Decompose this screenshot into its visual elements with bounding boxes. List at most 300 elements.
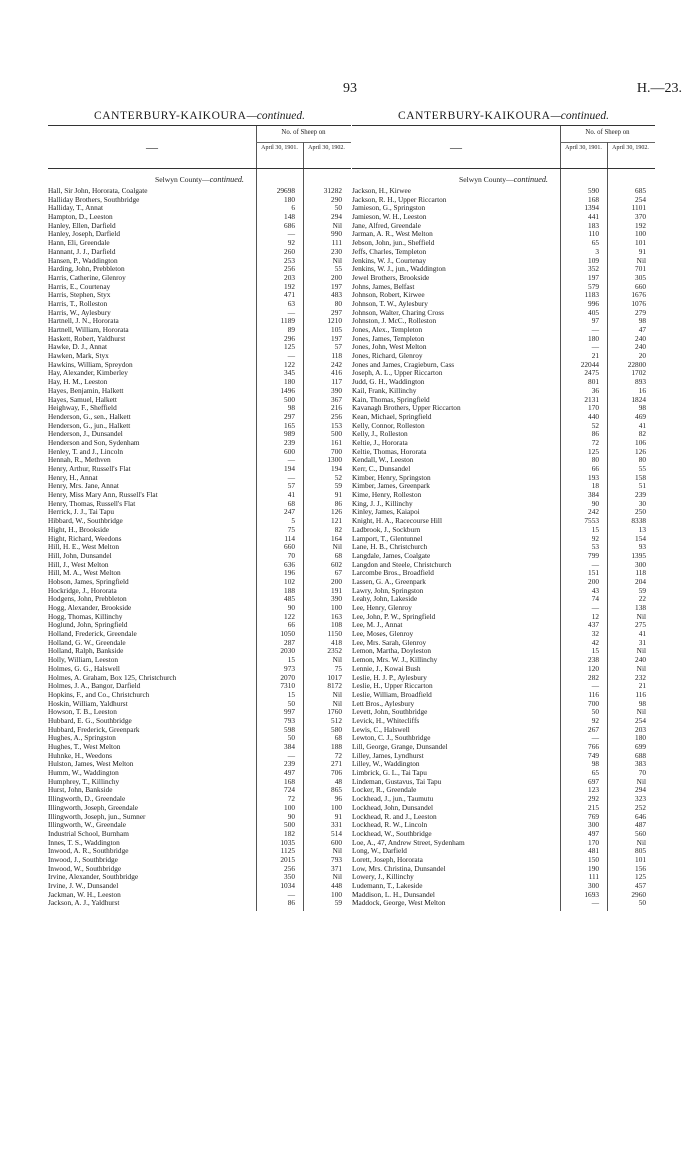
owner-name: Lilley, W., Waddington (352, 760, 420, 769)
table-row (352, 291, 655, 300)
sheep-1902: 370 (635, 212, 646, 222)
sheep-1901: 1496 (280, 385, 295, 395)
county-heading: Selwyn County—continued. (155, 175, 244, 184)
sheep-1901: 29698 (276, 186, 295, 195)
owner-name: Henderson, J., Dunsandel (48, 430, 123, 439)
owner-name: Hogg, Thomas, Killinchy (48, 612, 123, 621)
table-row (48, 222, 351, 231)
owner-name: Humm, W., Waddington (48, 769, 119, 778)
owner-name: Hartnell, William, Hororata (48, 326, 129, 334)
sheep-1901: 766 (588, 742, 599, 751)
sheep-1902: 500 (331, 429, 342, 439)
sheep-1902: 688 (635, 750, 646, 760)
table-row (48, 430, 351, 439)
sheep-1901: 92 (591, 715, 599, 725)
sheep-1901: 12 (591, 611, 599, 621)
sheep-1902: 418 (331, 637, 342, 647)
owner-name: Low, Mrs. Christina, Dunsandel (352, 864, 446, 873)
table-row (352, 604, 655, 613)
sheep-1902: 111 (331, 238, 342, 248)
sheep-1902: 200 (331, 576, 342, 586)
owner-name: Lockhead, R. W., Lincoln (352, 821, 428, 830)
sheep-1902: 469 (635, 411, 646, 421)
owner-name: Jones, Alex., Templeton (352, 326, 423, 334)
sheep-1902: 22800 (627, 359, 646, 369)
owner-name: Henry, Mrs. Jane, Annat (48, 482, 119, 491)
table-row (48, 830, 351, 839)
sheep-1902: 192 (635, 220, 646, 230)
table-row (48, 821, 351, 830)
sheep-1901: 109 (588, 255, 599, 265)
owner-name: Illingworth, Joseph, jun., Sumner (48, 812, 146, 821)
table-row (48, 265, 351, 274)
owner-name: Lee, Moses, Glenroy (352, 630, 414, 639)
table-row (48, 604, 351, 613)
table-row (352, 387, 655, 396)
table-row (48, 647, 351, 656)
owner-name: Leahy, John, Lakeside (352, 595, 418, 604)
sheep-1901: 996 (588, 298, 599, 308)
sheep-1902: 240 (635, 333, 646, 343)
sheep-1902: 294 (331, 212, 342, 222)
sheep-1902: 30 (638, 498, 646, 508)
table-row (48, 674, 351, 683)
sheep-1902: 383 (635, 759, 646, 769)
owner-name: Holly, William, Leeston (48, 656, 119, 665)
table-row (48, 717, 351, 726)
owner-name: Maddock, George, West Melton (352, 899, 446, 908)
table-row (352, 769, 655, 778)
sheep-1902: 31282 (323, 186, 342, 195)
sheep-1902: 59 (334, 481, 342, 491)
sheep-1901: 242 (588, 507, 599, 517)
sheep-1902: 1076 (631, 298, 646, 308)
sheep-1901: 267 (588, 724, 599, 734)
sheep-1901: 700 (588, 698, 599, 708)
sheep-1901: 238 (588, 655, 599, 665)
table-row (48, 621, 351, 630)
sheep-1901: 300 (588, 820, 599, 830)
sheep-1901: 63 (287, 298, 295, 308)
table-row (48, 786, 351, 795)
table-row (352, 222, 655, 231)
table-row (352, 552, 655, 561)
owner-name: Hughes, T., West Melton (48, 743, 121, 751)
table-row (352, 326, 655, 335)
owner-name: Kimber, Henry, Springston (352, 473, 431, 482)
sheep-1901: 1693 (584, 889, 599, 899)
sheep-1902: 59 (638, 585, 646, 595)
table-row (352, 630, 655, 639)
sheep-1901: 102 (284, 576, 295, 586)
owner-name: Hanley, Joseph, Darfield (48, 230, 121, 239)
sheep-1901: 22044 (580, 359, 599, 369)
owner-name: Jackson, H., Kirwee (352, 187, 411, 195)
owner-name: Johnson, Robert, Kirwee (352, 291, 425, 300)
sheep-1901: 260 (284, 246, 295, 256)
sheep-1901: 98 (591, 759, 599, 769)
owner-name: Kimber, James, Greenpark (352, 482, 430, 491)
sheep-1901: 1035 (280, 837, 295, 847)
sheep-1902: 68 (334, 550, 342, 560)
table-row (352, 448, 655, 457)
sheep-1902: 55 (334, 264, 342, 274)
table-row (48, 439, 351, 448)
sheep-1902: 52 (334, 472, 342, 482)
sheep-1902: 300 (635, 559, 646, 569)
sheep-1902: 240 (635, 655, 646, 665)
owner-name: Lorett, Joseph, Hororata (352, 855, 423, 864)
table-body (48, 169, 351, 908)
owner-name: Hulston, James, West Melton (48, 760, 134, 769)
sheep-1901: 65 (591, 238, 599, 248)
sheep-1901: 350 (284, 872, 295, 882)
sheep-1902: 98 (638, 316, 646, 326)
sheep-1902: 290 (331, 194, 342, 204)
sheep-1901: 70 (287, 550, 295, 560)
table-row (352, 682, 655, 691)
sheep-1902: 98 (638, 403, 646, 413)
sheep-1902: 138 (635, 603, 646, 612)
sheep-1902: 100 (331, 603, 342, 612)
table-row (352, 283, 655, 292)
table-row (48, 778, 351, 787)
owner-name: Halliday, T., Annat (48, 204, 103, 213)
owner-name: Holland, Ralph, Bankside (48, 647, 124, 656)
sheep-1901: 170 (588, 837, 599, 847)
table-row (352, 734, 655, 743)
table-row (352, 786, 655, 795)
sheep-1901: — (287, 750, 295, 760)
table-row (48, 474, 351, 483)
sheep-1901: 15 (591, 524, 599, 534)
owner-name: Kinley, James, Kaiapoi (352, 508, 420, 517)
table-row (352, 804, 655, 813)
sheep-1901: 148 (284, 212, 295, 222)
sheep-1902: 80 (334, 298, 342, 308)
table-row (352, 656, 655, 665)
sheep-1901: 590 (588, 186, 599, 195)
sheep-1902: 161 (331, 437, 342, 447)
table-row (352, 378, 655, 387)
sheep-1902: 101 (635, 854, 646, 864)
sheep-1901: 2015 (280, 854, 295, 864)
sheep-1902: Nil (332, 872, 342, 882)
table-row (352, 726, 655, 735)
sheep-1902: 82 (638, 429, 646, 439)
owner-name: Hibbard, W., Southbridge (48, 517, 123, 526)
sheep-1902: 487 (635, 820, 646, 830)
sheep-1902: 106 (635, 437, 646, 447)
sheep-1902: 297 (331, 307, 342, 317)
sheep-1902: 48 (334, 776, 342, 786)
table-row (48, 300, 351, 309)
sheep-1901: 72 (591, 437, 599, 447)
table-row (48, 309, 351, 318)
sheep-1902: 50 (334, 203, 342, 213)
owner-name: Henry, Arthur, Russell's Flat (48, 465, 131, 473)
table-body (352, 169, 655, 908)
owner-name: Jones, James, Templeton (352, 334, 425, 343)
table-row (48, 465, 351, 474)
owner-name: Kelly, Connor, Rolleston (352, 421, 425, 430)
sheep-1901: 193 (588, 472, 599, 482)
owner-name: Hawken, Mark, Styx (48, 352, 109, 361)
table-row (48, 326, 351, 335)
sheep-1901: 50 (287, 733, 295, 743)
sheep-1901: 282 (588, 672, 599, 682)
owner-name: Harris, T., Rolleston (48, 299, 108, 308)
sheep-1901: 170 (588, 403, 599, 413)
table-row (48, 396, 351, 405)
table-row (352, 456, 655, 465)
owner-name: Innes, T. S., Waddington (48, 838, 120, 847)
county-heading: Selwyn County—continued. (459, 175, 548, 184)
owner-name: Jenkins, W. J., jun., Waddington (352, 265, 446, 274)
sheep-1902: 180 (635, 733, 646, 743)
sheep-1901: 194 (284, 464, 295, 473)
table-row (352, 439, 655, 448)
owner-name: Holmes, A. Graham, Box 125, Christchurch (48, 673, 177, 682)
table-row (352, 265, 655, 274)
table-row (352, 595, 655, 604)
table-title: CANTERBURY-KAIKOURA—continued. (397, 110, 610, 122)
sheep-1902: Nil (636, 663, 646, 673)
owner-name: Johnson, T. W., Aylesbury (352, 299, 428, 308)
sheep-1901: 15 (287, 655, 295, 665)
sheep-1901: — (591, 898, 599, 908)
table-row (352, 352, 655, 361)
sheep-1902: 96 (334, 794, 342, 804)
table-row (352, 587, 655, 596)
sheep-1902: 118 (331, 351, 342, 361)
sheep-1901: 116 (588, 689, 599, 699)
table-row (352, 856, 655, 865)
sheep-1901: 41 (287, 490, 295, 500)
owner-name: Lill, George, Grange, Dunsandel (352, 743, 448, 751)
sheep-1901: 36 (591, 385, 599, 395)
table-row (352, 343, 655, 352)
sheep-1902: 158 (635, 472, 646, 482)
sheep-1901: 196 (284, 568, 295, 578)
sheep-1902: 194 (331, 464, 342, 473)
owner-name: Limbrick, G. L., Tai Tapu (352, 769, 427, 778)
sheep-1902: Nil (332, 255, 342, 265)
sheep-1901: 168 (588, 194, 599, 204)
table-row (352, 300, 655, 309)
owner-name: Henry, Miss Mary Ann, Russell's Flat (48, 491, 158, 500)
sheep-1901: 86 (591, 429, 599, 439)
sheep-1901: 125 (588, 446, 599, 456)
sheep-1902: Nil (332, 220, 342, 230)
sheep-1902: 82 (334, 524, 342, 534)
table-row (48, 535, 351, 544)
sheep-1902: 197 (331, 281, 342, 291)
sheep-1901: 1125 (280, 846, 295, 856)
table-row (352, 230, 655, 239)
table-row (48, 248, 351, 257)
sheep-1902: 55 (638, 464, 646, 473)
sheep-1902: 514 (331, 828, 342, 838)
sheep-1902: 116 (635, 689, 646, 699)
sheep-1902: 699 (635, 742, 646, 751)
sheep-1901: 1189 (280, 316, 295, 326)
sheep-1901: — (287, 889, 295, 899)
sheep-1902: 200 (331, 272, 342, 282)
owner-name: Lewis, C., Halswell (352, 725, 410, 734)
sheep-1901: — (591, 603, 599, 612)
table-row (352, 873, 655, 882)
sheep-1901: 997 (284, 707, 295, 717)
table-row (352, 691, 655, 700)
owner-name: Hubbard, E. G., Southbridge (48, 716, 132, 725)
sheep-1902: 865 (331, 785, 342, 795)
owner-name: Hubbard, Frederick, Greenpark (48, 725, 140, 734)
table-row (352, 882, 655, 891)
sheep-1901: 111 (588, 872, 599, 882)
owner-name: Kean, Michael, Springfield (352, 412, 432, 421)
table-row (48, 569, 351, 578)
owner-name: Hill, J., West Melton (48, 560, 109, 569)
sheep-1902: 305 (635, 272, 646, 282)
sheep-1902: 254 (635, 715, 646, 725)
sheep-1902: 156 (635, 863, 646, 873)
table-row (48, 561, 351, 570)
sheep-1902: 483 (331, 290, 342, 300)
left-column (48, 108, 351, 908)
table-row (352, 543, 655, 552)
sheep-1902: 271 (331, 759, 342, 769)
owner-name: Joseph, A. L., Upper Riccarton (352, 369, 443, 378)
owner-name: Hurst, John, Bankside (48, 786, 113, 795)
table-header (48, 125, 351, 169)
owner-name: Holland, Frederick, Greendale (48, 630, 137, 639)
owner-name: Hanley, Ellen, Darfield (48, 221, 116, 230)
sheep-1901: — (591, 342, 599, 352)
owner-name: Industrial School, Burnham (48, 829, 129, 838)
table-row (352, 613, 655, 622)
owner-name: Lassen, G. A., Greenpark (352, 577, 426, 586)
sheep-1901: 18 (591, 481, 599, 491)
sheep-1902: 117 (331, 377, 342, 387)
table-row (48, 317, 351, 326)
owner-name: Henderson, G., jun., Halkett (48, 421, 131, 430)
sheep-1902: 1760 (327, 707, 342, 717)
owner-name: Kime, Henry, Rolleston (352, 491, 422, 500)
owner-name: Lee, M. J., Annat (352, 621, 403, 630)
owner-name: Kendall, W., Leeston (352, 456, 414, 465)
owner-name: Keltie, Thomas, Hororata (352, 447, 427, 456)
table-row (48, 769, 351, 778)
sheep-1901: 203 (284, 272, 295, 282)
sheep-1902: 646 (635, 811, 646, 821)
date-1902-header: April 30, 1902. (612, 145, 649, 151)
table-header (352, 125, 655, 169)
table-row (48, 552, 351, 561)
owner-name: Judd, G. H., Waddington (352, 378, 425, 387)
table-row (48, 899, 351, 908)
table-row (48, 196, 351, 205)
sheep-1901: 598 (284, 724, 295, 734)
owner-name: Hannant, J. J., Darfield (48, 247, 116, 256)
owner-name: Huhnke, H., Weedons (48, 751, 112, 760)
owner-name: Larcombe Bros., Broadfield (352, 569, 434, 578)
table-row (352, 821, 655, 830)
sheep-1901: 384 (588, 490, 599, 500)
sheep-1901: 1183 (584, 290, 599, 300)
owner-name: Hansen, P., Waddington (48, 256, 118, 265)
owner-name: Jarman, A. R., West Melton (352, 230, 433, 239)
owner-name: Leslie, H., Upper Riccarton (352, 682, 433, 691)
sheep-1901: 292 (588, 794, 599, 804)
sheep-1902: Nil (332, 655, 342, 665)
sheep-1901: 7310 (280, 681, 295, 691)
sheep-1902: 20 (638, 351, 646, 361)
sheep-1901: 636 (284, 559, 295, 569)
table-row (352, 482, 655, 491)
table-row (48, 639, 351, 648)
table-row (48, 665, 351, 674)
sheep-1902: 51 (638, 481, 646, 491)
owner-name: Johnston, J. McC., Rolleston (352, 317, 437, 326)
sheep-1901: 7553 (584, 516, 599, 526)
owner-name: Kain, Thomas, Springfield (352, 395, 430, 404)
table-row (352, 561, 655, 570)
sheep-1901: — (287, 455, 295, 465)
sheep-1902: 86 (334, 498, 342, 508)
table-row (48, 491, 351, 500)
table-row (352, 239, 655, 248)
sheep-1902: Nil (332, 698, 342, 708)
sheep-1902: 1676 (631, 290, 646, 300)
sheep-1901: 801 (588, 377, 599, 387)
sheep-1902: 8172 (327, 681, 342, 691)
owner-name: Haskett, Robert, Yaldhurst (48, 334, 126, 343)
sheep-1902: 91 (334, 811, 342, 821)
table-row (48, 204, 351, 213)
table-row (48, 543, 351, 552)
sheep-1902: 59 (334, 898, 342, 908)
owner-name: Hill, H. E., West Melton (48, 543, 120, 552)
table-row (48, 387, 351, 396)
owner-name: Jones, Richard, Glenroy (352, 352, 423, 361)
owner-name: Jackson, A. J., Yaldhurst (48, 899, 120, 908)
owner-name: Lett Bros., Aylesbury (352, 699, 415, 708)
sheep-1901: 749 (588, 750, 599, 760)
sheep-1902: 685 (635, 186, 646, 195)
owner-name: Lee, Mrs. Sarah, Glenroy (352, 638, 427, 647)
table-row (352, 517, 655, 526)
owner-name: Holland, G. W., Greendale (48, 638, 126, 647)
owner-name: Lockhead, J., jun., Taumutu (352, 795, 434, 804)
table-row (48, 613, 351, 622)
sheep-1902: 57 (334, 342, 342, 352)
sheep-1901: 120 (588, 663, 599, 673)
table-row (48, 700, 351, 709)
sheep-1902: 706 (331, 768, 342, 778)
sheep-1901: 256 (284, 264, 295, 274)
sheep-1901: 68 (287, 498, 295, 508)
table-row (352, 760, 655, 769)
owner-name: Lewton, C. J., Southbridge (352, 734, 431, 743)
date-1901-header: April 30, 1901. (565, 145, 602, 151)
sheep-1901: 86 (287, 898, 295, 908)
sheep-1901: 125 (284, 342, 295, 352)
sheep-1901: 165 (284, 420, 295, 430)
sheep-1901: 440 (588, 411, 599, 421)
owner-name: Inwood, A. R., Southbridge (48, 847, 129, 856)
owner-name: Lane, H. B., Christchurch (352, 543, 428, 552)
